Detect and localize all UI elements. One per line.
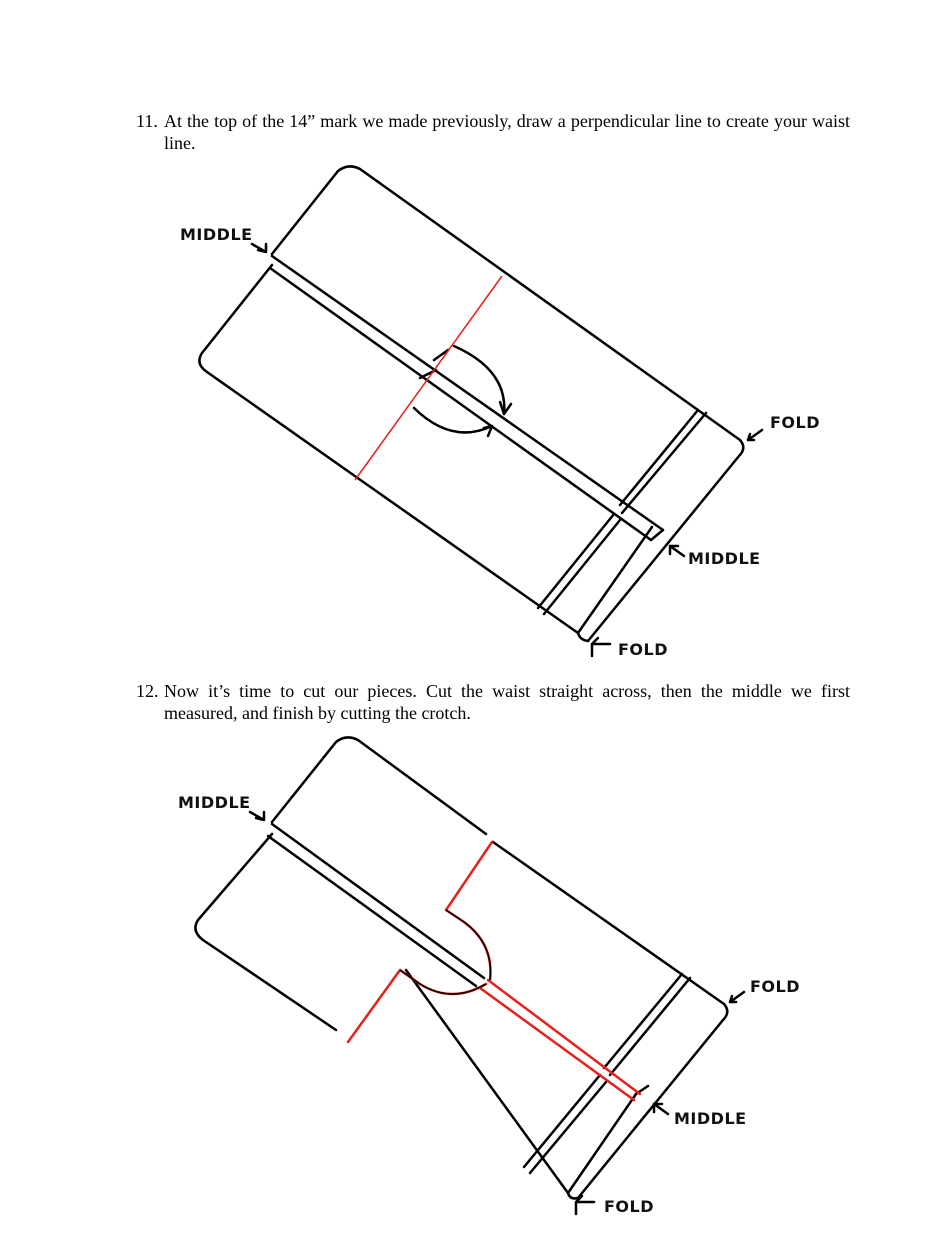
- label-fold-bottom: FOLD: [618, 640, 669, 659]
- fabric-outline-bottom: [406, 970, 568, 1193]
- arrow-middle-right-icon: [654, 1104, 668, 1114]
- label-middle-top: MIDDLE: [178, 793, 251, 812]
- middle-fold-lower: [268, 836, 476, 986]
- label-fold-bottom: FOLD: [604, 1197, 655, 1216]
- step-text: At the top of the 14” mark we made previously, draw a perpendicular line to create your waist line.: [164, 111, 850, 153]
- label-middle-top: MIDDLE: [180, 225, 253, 244]
- label-fold-right: FOLD: [770, 413, 821, 432]
- step-text: Now it’s time to cut our pieces. Cut the waist straight across, then the middle we first measured, and finish by cutting the crotch.: [164, 681, 850, 723]
- arrow-fold-bottom-icon: [576, 1196, 594, 1214]
- fold-right-inner: [610, 978, 690, 1075]
- arrow-fold-right-icon: [730, 992, 744, 1002]
- label-fold-right: FOLD: [750, 977, 801, 996]
- cut-waist-upper: [446, 842, 492, 980]
- label-middle-right: MIDDLE: [688, 549, 761, 568]
- fold-bottom-inner2: [530, 1082, 606, 1173]
- arrow-middle-top-icon: [250, 812, 264, 820]
- fabric-outline-top-left: [272, 737, 486, 834]
- cut-middle-2: [480, 988, 634, 1100]
- cut-middle-1: [488, 980, 640, 1094]
- fold-right-edge: [578, 1004, 727, 1198]
- cut-waist-lower: [348, 970, 486, 1042]
- fold-right-inner2: [604, 974, 682, 1068]
- step-number: 12.: [136, 681, 159, 701]
- fabric-outline-left: [195, 834, 336, 1030]
- step-number: 11.: [136, 111, 158, 131]
- fold-bottom-corner: [568, 1193, 578, 1198]
- label-middle-right: MIDDLE: [674, 1109, 747, 1128]
- fold-bottom-inner1: [524, 1075, 600, 1167]
- fold-lower-inner: [568, 1094, 636, 1193]
